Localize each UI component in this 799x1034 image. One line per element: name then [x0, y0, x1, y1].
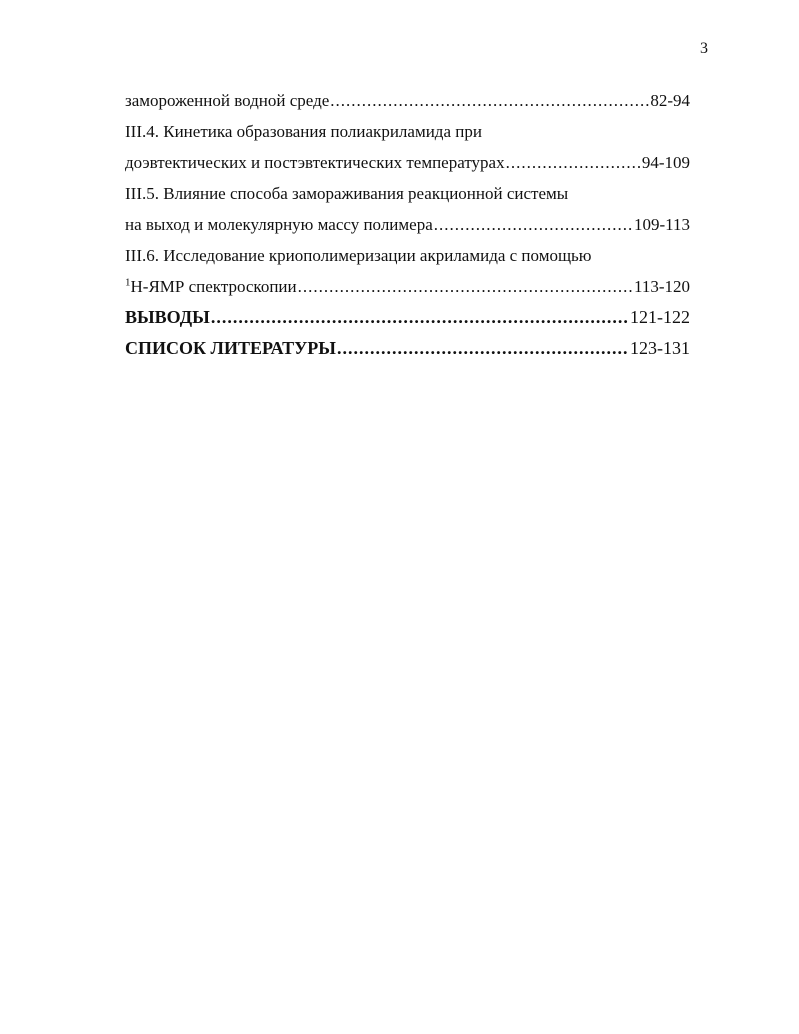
dot-leader — [298, 271, 633, 302]
toc-entry — [125, 271, 690, 302]
dot-leader — [337, 333, 629, 364]
toc-entry — [125, 85, 690, 116]
toc-entry-text: III.6. Исследование криополимеризации акриламида с помощью — [125, 246, 592, 265]
toc-entry-text: доэвтектических и постэвтектических температурах — [125, 153, 505, 172]
toc-entry-text: III.4. Кинетика образования полиакриламида при — [125, 122, 482, 141]
toc-entry-pages: 82-94 — [650, 91, 690, 110]
page-number: 3 — [700, 40, 708, 57]
toc-entry — [125, 178, 690, 209]
toc-entry-pages: 121-122 — [630, 307, 690, 327]
dot-leader — [434, 209, 633, 240]
toc-entry-text: СПИСОК ЛИТЕРАТУРЫ — [125, 338, 336, 358]
toc-entry — [125, 116, 690, 147]
toc-entry-pages: 113-120 — [633, 277, 690, 296]
toc-entry-text — [125, 271, 297, 302]
toc-entry-pages: 123-131 — [630, 338, 690, 358]
toc-entry — [125, 147, 690, 178]
dot-leader — [330, 85, 649, 116]
toc-entry-conclusions — [125, 302, 690, 333]
toc-entry-text: III.5. Влияние способа замораживания реакционной системы — [125, 184, 569, 203]
table-of-contents — [125, 85, 690, 364]
toc-entry-references — [125, 333, 690, 364]
toc-entry-text: на выход и молекулярную массу полимера — [125, 215, 433, 234]
toc-entry-pages: 109-113 — [633, 215, 690, 234]
toc-entry — [125, 209, 690, 240]
dot-leader — [211, 302, 629, 333]
toc-entry-text-main: Н-ЯМР спектроскопии — [130, 277, 297, 296]
dot-leader — [506, 147, 641, 178]
toc-entry-text: замороженной водной среде — [125, 91, 330, 110]
superscript: 1 — [125, 276, 131, 289]
toc-entry — [125, 240, 690, 271]
toc-entry-text: ВЫВОДЫ — [125, 307, 210, 327]
toc-entry-pages: 94-109 — [641, 153, 690, 172]
